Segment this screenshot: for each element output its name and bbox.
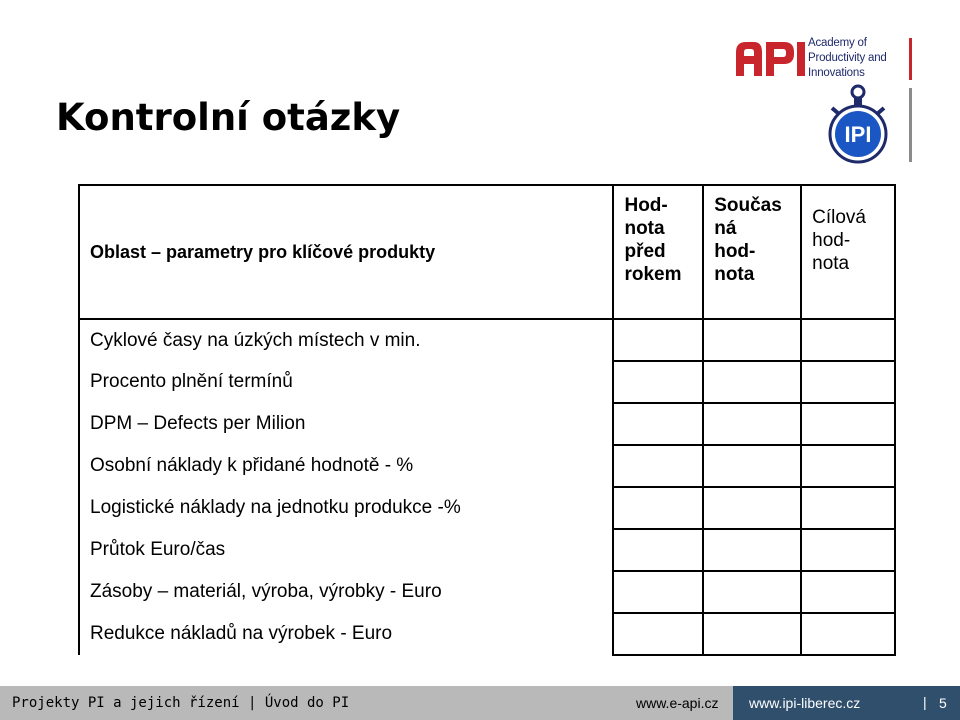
row-label: Průtok Euro/čas bbox=[79, 529, 613, 571]
target-value-cell bbox=[801, 613, 895, 655]
footer-link-e-api[interactable]: www.e-api.cz bbox=[636, 695, 719, 711]
row-label: Procento plnění termínů bbox=[79, 361, 613, 403]
page-number: 5 bbox=[939, 695, 947, 711]
header-current-value bbox=[703, 185, 801, 319]
footer-course-title: Projekty PI a jejich řízení | Úvod do PI bbox=[12, 695, 350, 711]
row-label: Logistické náklady na jednotku produkce -% bbox=[79, 487, 613, 529]
logo-block bbox=[730, 32, 915, 167]
row-label: Osobní náklady k přidané hodnotě - % bbox=[79, 445, 613, 487]
previous-year-cell bbox=[613, 487, 703, 529]
row-label: Redukce nákladů na výrobek - Euro bbox=[79, 613, 613, 655]
table-row bbox=[79, 361, 895, 403]
current-value-cell bbox=[703, 403, 801, 445]
logo-divider-red bbox=[909, 38, 912, 80]
academy-line: Productivity and bbox=[808, 52, 887, 64]
header-line: hod- bbox=[714, 241, 756, 262]
header-target-value bbox=[801, 185, 895, 319]
footer-separator: | bbox=[923, 694, 927, 710]
table-row bbox=[79, 319, 895, 361]
ipi-stopwatch-logo-icon bbox=[826, 84, 890, 166]
table-row bbox=[79, 487, 895, 529]
header-line: nota bbox=[812, 253, 850, 274]
previous-year-cell bbox=[613, 613, 703, 655]
control-questions-table bbox=[78, 184, 896, 656]
table-row bbox=[79, 445, 895, 487]
header-line: ná bbox=[714, 218, 737, 239]
target-value-cell bbox=[801, 487, 895, 529]
slide-title: Kontrolní otázky bbox=[56, 96, 401, 139]
header-line: před bbox=[624, 241, 666, 262]
previous-year-cell bbox=[613, 361, 703, 403]
target-value-cell bbox=[801, 529, 895, 571]
current-value-cell bbox=[703, 445, 801, 487]
header-line: nota bbox=[714, 264, 755, 285]
header-line: Cílová bbox=[812, 207, 866, 228]
table-row bbox=[79, 613, 895, 655]
row-label: DPM – Defects per Milion bbox=[79, 403, 613, 445]
current-value-cell bbox=[703, 319, 801, 361]
academy-line: Academy of bbox=[808, 37, 867, 49]
api-logo-icon bbox=[734, 38, 806, 78]
row-label: Cyklové časy na úzkých místech v min. bbox=[79, 319, 613, 361]
target-value-cell bbox=[801, 571, 895, 613]
header-previous-year-value bbox=[613, 185, 703, 319]
previous-year-cell bbox=[613, 319, 703, 361]
current-value-cell bbox=[703, 613, 801, 655]
table-row bbox=[79, 571, 895, 613]
current-value-cell bbox=[703, 361, 801, 403]
footer-link-ipi-liberec[interactable]: www.ipi-liberec.cz bbox=[749, 695, 861, 711]
target-value-cell bbox=[801, 403, 895, 445]
header-line: hod- bbox=[812, 230, 851, 251]
ipi-logo-text: IPI bbox=[844, 122, 872, 147]
row-label: Zásoby – materiál, výroba, výrobky - Euro bbox=[79, 571, 613, 613]
header-area-label: Oblast – parametry pro klíčové produkty bbox=[79, 185, 613, 319]
footer-dark-panel bbox=[733, 686, 960, 720]
target-value-cell bbox=[801, 319, 895, 361]
target-value-cell bbox=[801, 445, 895, 487]
logo-divider-grey bbox=[909, 88, 912, 162]
previous-year-cell bbox=[613, 403, 703, 445]
current-value-cell bbox=[703, 571, 801, 613]
table-header-row bbox=[79, 185, 895, 319]
academy-line: Innovations bbox=[808, 67, 865, 79]
table-row bbox=[79, 403, 895, 445]
table-row bbox=[79, 529, 895, 571]
academy-text bbox=[808, 36, 887, 81]
header-line: Hod- bbox=[624, 195, 668, 216]
previous-year-cell bbox=[613, 571, 703, 613]
header-line: rokem bbox=[624, 264, 682, 285]
previous-year-cell bbox=[613, 445, 703, 487]
header-line: nota bbox=[624, 218, 665, 239]
target-value-cell bbox=[801, 361, 895, 403]
previous-year-cell bbox=[613, 529, 703, 571]
current-value-cell bbox=[703, 487, 801, 529]
header-line: Součas bbox=[714, 195, 782, 216]
current-value-cell bbox=[703, 529, 801, 571]
slide-footer bbox=[0, 686, 960, 720]
